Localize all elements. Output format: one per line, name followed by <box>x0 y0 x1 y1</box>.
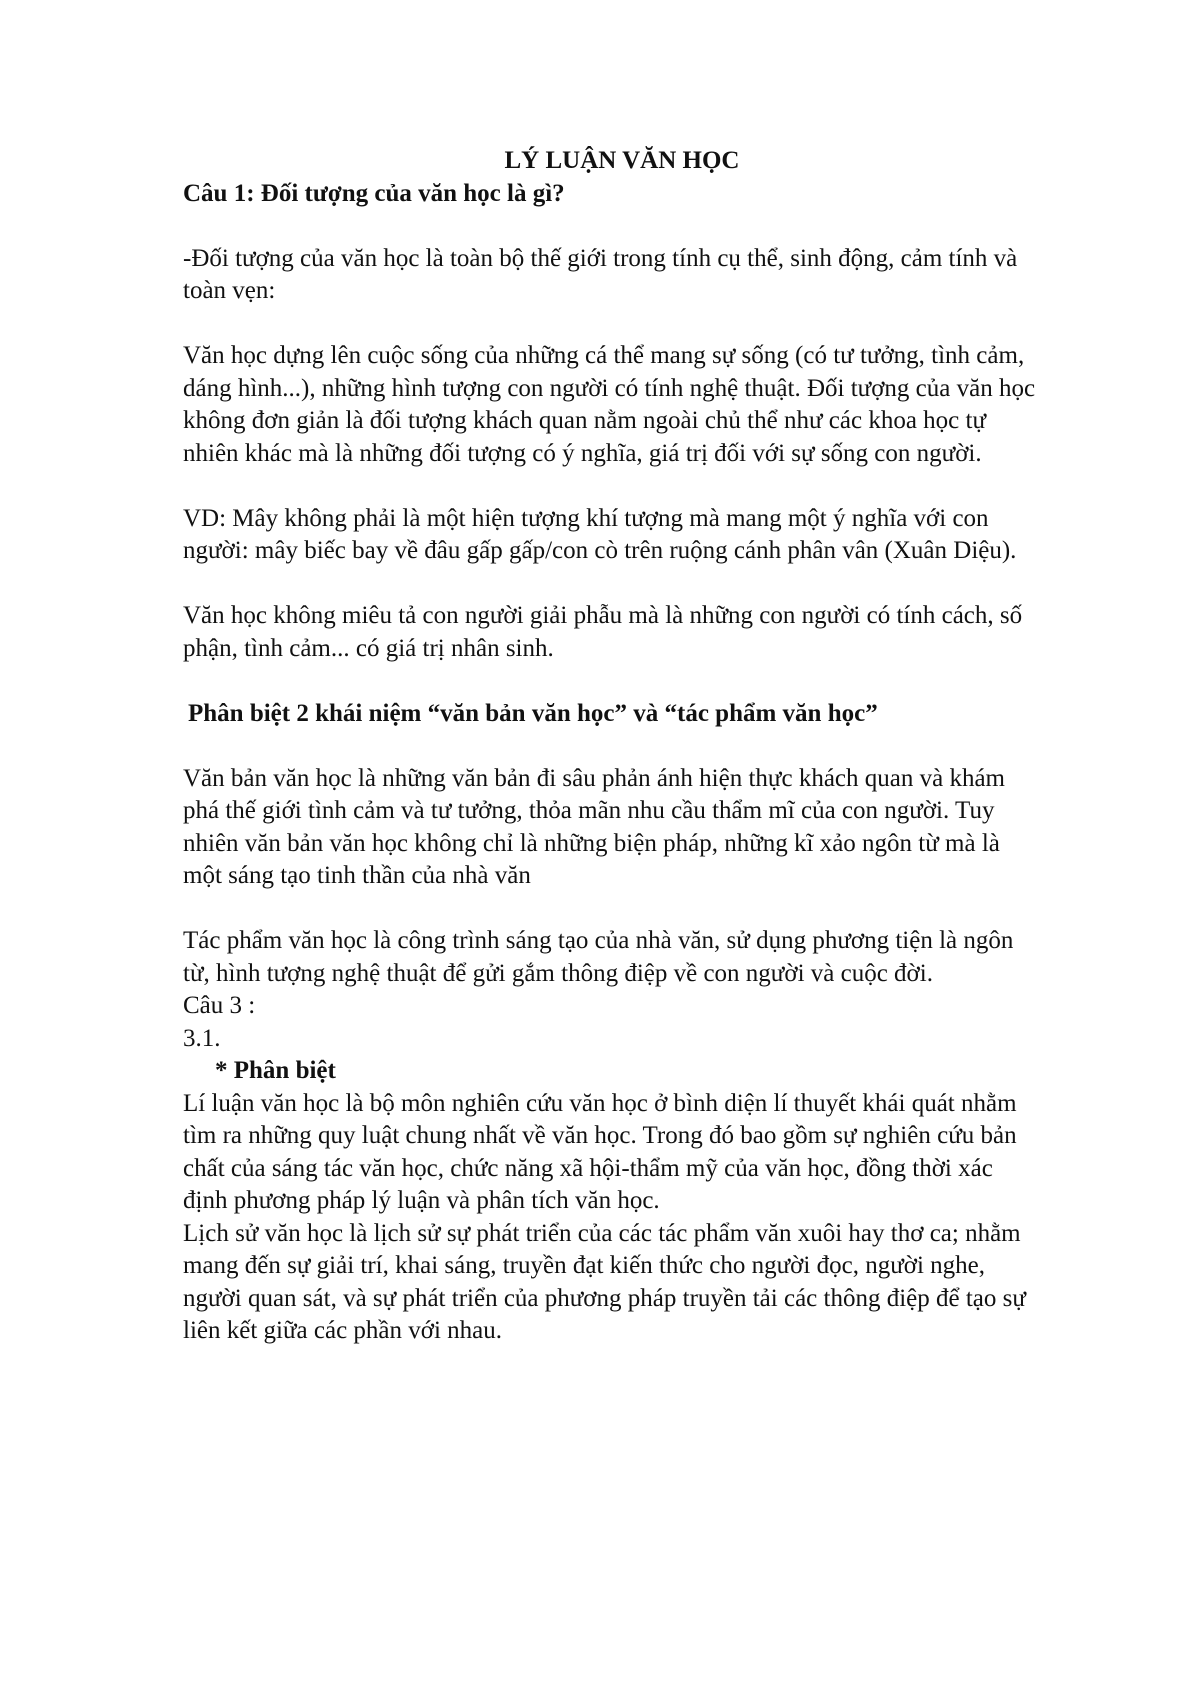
document-title: LÝ LUẬN VĂN HỌC <box>504 147 740 174</box>
question-3-subheading: * Phân biệt <box>215 1057 336 1084</box>
question-1-paragraph: Văn học không miêu tả con người giải phẫu mà là những con người có tính cách, số phận, tình cảm... có giá trị nhân sinh. <box>183 602 1023 662</box>
question-3-paragraph: Lí luận văn học là bộ môn nghiên cứu văn học ở bình diện lí thuyết khái quát nhằm tìm ra những quy luật chung nhất về văn học. Trong đó bao gồm sự nghiên cứu bản chất của sáng tác văn học, chức năng xã hội-thẩm mỹ của văn học, đồng thời xác định phương pháp lý luận và phân tích văn học. <box>183 1089 1017 1214</box>
distinction-heading: Phân biệt 2 khái niệm “văn bản văn học” và “tác phẩm văn học” <box>188 699 878 727</box>
document-body <box>183 145 1043 1348</box>
question-3-paragraph: Lịch sử văn học là lịch sử sự phát triển của các tác phẩm văn xuôi hay thơ ca; nhằm mang đến sự giải trí, khai sáng, truyền đạt kiến thức cho người đọc, người nghe, người quan sát, và sự phát triển của phương pháp truyền tải các thông điệp để tạo sự liên kết giữa các phần với nhau. <box>183 1219 1026 1344</box>
question-3-label: Câu 3 : <box>183 992 256 1019</box>
question-1-example: VD: Mây không phải là một hiện tượng khí tượng mà mang một ý nghĩa với con người: mây biếc bay về đâu gấp gấp/con cò trên ruộng cánh phân vân (Xuân Diệu). <box>183 504 1017 564</box>
question-1-heading: Câu 1: Đối tượng của văn học là gì? <box>183 179 565 207</box>
distinction-paragraph: Tác phẩm văn học là công trình sáng tạo của nhà văn, sử dụng phương tiện là ngôn từ, hình tượng nghệ thuật để gửi gắm thông điệp về con người và cuộc đời. <box>183 927 1014 987</box>
question-1-paragraph: Văn học dựng lên cuộc sống của những cá thể mang sự sống (có tư tưởng, tình cảm, dáng hình...), những hình tượng con người có tính nghệ thuật. Đối tượng của văn học không đơn giản là đối tượng khách quan nằm ngoài chủ thể như các khoa học tự nhiên khác mà là những đối tượng có ý nghĩa, giá trị đối với sự sống con người. <box>183 342 1036 467</box>
distinction-paragraph: Văn bản văn học là những văn bản đi sâu phản ánh hiện thực khách quan và khám phá thế giới tình cảm và tư tưởng, thỏa mãn nhu cầu thẩm mĩ của con người. Tuy nhiên văn bản văn học không chỉ là những biện pháp, những kĩ xảo ngôn từ mà là một sáng tạo tinh thần của nhà văn <box>183 764 1005 889</box>
question-3-sub-number: 3.1. <box>183 1024 221 1052</box>
question-1-paragraph: -Đối tượng của văn học là toàn bộ thế giới trong tính cụ thể, sinh động, cảm tính và toàn vẹn: <box>183 244 1018 304</box>
